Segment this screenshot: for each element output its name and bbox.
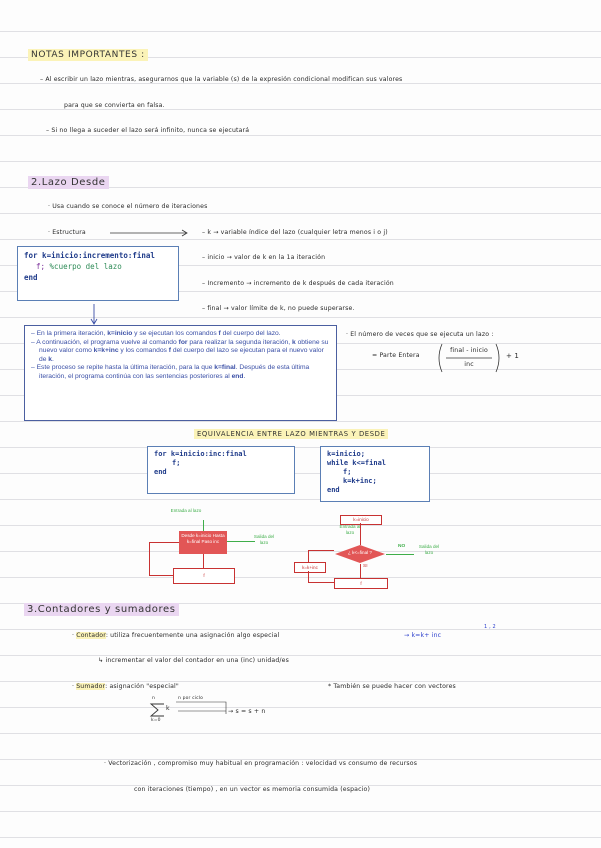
num-iterations-note: · El número de veces que se ejecuta un lazo : [346,331,494,338]
while-equivalent-code [320,446,430,502]
fc1-body-box: f [173,568,235,584]
equivalence-title: EQUIVALENCIA ENTRE LAZO MIENTRAS Y DESDE [194,429,388,439]
info-text: . [243,372,246,380]
sum-lower: k=0 [151,718,161,723]
info-text: A continuación, el programa vuelve al comando [36,338,179,346]
formula-numerator: final - inicio [450,347,488,354]
info-text: del cuerpo del lazo se ejecutan para el nuevo valor de [39,347,324,363]
fc2-back-line [308,550,309,562]
info-text: . Después de esta última iteración, el programa continúa con las sentencias posteriores al [39,364,310,380]
info-text: y se ejecutan los comandos [132,330,219,337]
formula-prefix: = Parte Entera [372,352,420,359]
info-code: k=k+inc [93,347,119,355]
info-code: k=inicio [107,330,133,337]
info-code: k [48,355,53,363]
vectores-note: * También se puede hacer con vectores [328,683,456,690]
def-inicio: – inicio → valor de k en la 1a iteración [202,254,326,261]
info-code: k=final [214,364,236,372]
contador-text: : utiliza frecuentemente una asignación algo especial [105,632,280,639]
vectorization-line-2: con iteraciones (tiempo) , en un vector es memoria consumida (espacio) [134,786,371,793]
fc2-yes-line [360,564,361,578]
code-line-3: end [24,273,38,282]
code-line: f; [343,468,352,476]
sum-variable: k [166,705,170,712]
fc2-body-box: f [334,578,388,589]
fc2-salida: Salida del lazo [418,544,440,555]
notes-title: NOTAS IMPORTANTES : [28,49,148,61]
info-code: f [218,330,221,337]
contador-description: ↳ incrementar el valor del contador en una (inc) unidad/es [98,657,289,664]
code-line-1: for k=inicio:incremento:final [24,251,155,260]
desde-uso: · Usa cuando se conoce el número de iteraciones [48,203,208,210]
section-title-contadores: 3.Contadores y sumadores [24,603,179,616]
fc1-body-line [203,554,204,568]
code-line-2-cmd: f; [36,262,46,271]
note-bullet-1-cont: para que se convierta en falsa. [64,102,165,109]
formula-denominator: inc [464,361,474,368]
contador-superscript: 1 , 2 [484,624,496,630]
fc1-salida: Salida del lazo [253,534,275,545]
sumador-line: · Sumador: asignación "especial" [72,683,179,690]
fc2-entrada: Entrada al lazo [339,524,361,535]
for-explanation-box: – En la primera iteración, k=inicio y se ejecutan los comandos f del cuerpo del lazo. – A continuación, el programa vuelve al comando for para realizar la segunda iteración, k obtiene su nuevo valor como k=k+inc y los comandos f del cuerpo del lazo se ejecutan para el nuevo valor de k. – Este proceso se repite hasta la última iteración, para la que k=final. Después de esta última iteración, el programa continúa con las sentencias posteriores al end. [24,325,337,421]
info-code: f [168,347,171,355]
fc1-back-line [149,575,173,576]
code-line: k=inicio; [327,450,365,458]
code-line: while k<=final [327,459,387,467]
fc2-back-line [308,582,334,583]
code-line-2-comment: %cuerpo del lazo [45,262,122,271]
sum-top-note: n por ciclo [178,696,204,701]
desde-estructura: · Estructura [48,229,86,236]
code-line: k=k+inc; [343,477,377,485]
for-flowchart [145,508,275,588]
sumador-text: : asignación "especial" [105,683,179,690]
sum-formula [148,696,268,726]
while-flowchart [290,506,450,590]
for-code-box [17,246,179,301]
code-line: for k=inicio:inc:final [154,450,247,458]
info-text: Este proceso se repite hasta la última iteración, para la que [36,364,215,372]
contador-label: Contador [76,632,106,639]
fc2-no: NO [398,544,406,549]
def-final: – final → valor límite de k, no puede superarse. [202,305,355,312]
note-bullet-2: – Si no llega a suceder el lazo será infinito, nunca se ejecutará [46,127,250,134]
info-text: En la primera iteración, [36,330,108,337]
formula-fraction [436,343,502,373]
note-bullet-1: – Al escribir un lazo mientras, asegurarnos que la variable (s) de la expresión condicional modifican sus valores [40,76,403,83]
for-equivalent-code [147,446,295,494]
fc2-back-line [308,571,309,583]
arrow-right-icon [108,228,194,238]
fc2-si: SI [363,564,368,569]
code-line: end [154,468,167,476]
fc2-entry-line [360,523,361,545]
fc1-loop-box: Desde k=inicio Hasta k=final Paso inc [179,531,227,554]
info-text: . [52,355,54,363]
sum-upper: n [152,696,156,701]
info-text: obtiene su nuevo valor como [39,338,329,355]
vectorization-line-1: · Vectorización , compromiso muy habitual en programación : velocidad vs consumo de recursos [104,760,418,767]
code-line: end [327,486,340,494]
code-line: f; [172,459,181,467]
def-k: – k → variable índice del lazo (cualquier letra menos i o j) [202,229,388,236]
sumador-label: Sumador [76,683,106,690]
fc2-back-line [308,550,334,551]
sum-arrow-icon [174,700,234,718]
arrow-down-icon [88,304,100,326]
info-text: y los comandos [118,347,169,355]
fc1-back-line [149,542,150,576]
info-code: k [292,338,296,346]
info-text: para realizar la segunda iteración, [187,338,292,346]
fc2-exit-line [386,554,414,555]
fc1-back-line [149,542,179,543]
def-incremento: – Incremento → incremento de k después de cada iteración [202,280,394,287]
section-title-desde: 2.Lazo Desde [28,176,109,189]
fc2-init-box: k=inicio [340,515,382,525]
contador-expression: → k=k+ inc [404,632,442,639]
contador-line: · Contador: utiliza frecuentemente una asignación algo especial [72,632,280,639]
formula-suffix: + 1 [506,352,519,360]
info-code: end [231,372,244,380]
fc2-condition: ¿ k<=final ? [347,550,372,555]
sum-result: → s = s + n [228,708,266,715]
fc2-inc-box: k=k+inc [294,562,326,573]
info-code: for [178,338,188,346]
fc1-entrada: Entrada al lazo [170,508,202,513]
info-text: del cuerpo del lazo. [220,330,281,337]
